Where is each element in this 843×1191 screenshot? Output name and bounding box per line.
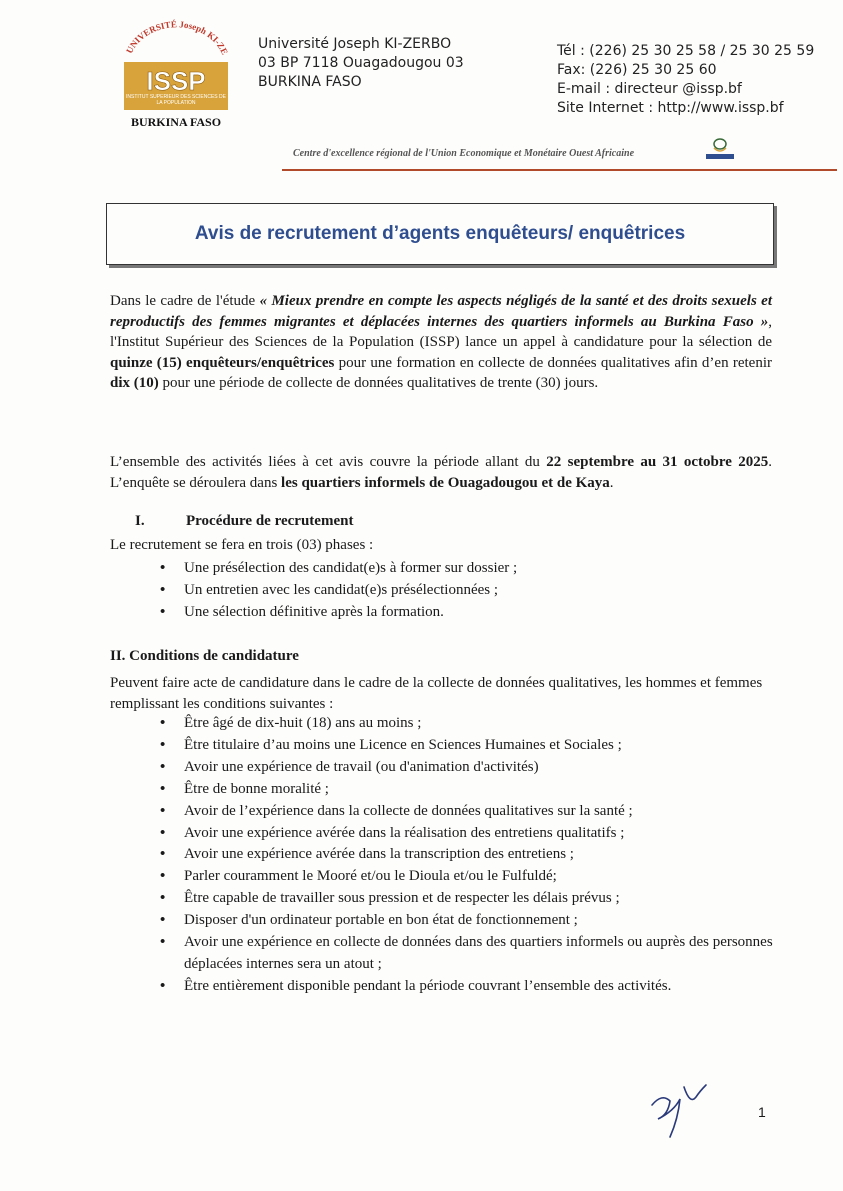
contact-phone: Tél : (226) 25 30 25 58 / 25 30 25 59: [557, 43, 815, 59]
section1-list: [160, 558, 760, 623]
section2-list: [160, 713, 780, 998]
list-item: • Être capable de travailler sous pression et de respecter les délais prévus ;: [160, 888, 780, 910]
para1-text: Dans le cadre de l'étude: [110, 293, 260, 309]
retain-count: dix (10): [110, 375, 159, 392]
list-item: • Être âgé de dix-huit (18) ans au moins ;: [160, 713, 780, 735]
page-number: 1: [758, 1104, 766, 1120]
university-country: BURKINA FASO: [258, 74, 362, 90]
header-rule: [282, 169, 837, 171]
university-postal: 03 BP 7118 Ouagadougou 03: [258, 55, 464, 71]
recruit-count: quinze (15) enquêteurs/enquêtrices: [110, 354, 335, 371]
list-item: • Être entièrement disponible pendant la période couvrant l’ensemble des activités.: [160, 976, 780, 998]
para1-text: pour une période de collecte de données qualitatives de trente (30) jours.: [158, 375, 599, 392]
list-item: • Avoir de l’expérience dans la collecte de données qualitatives sur la santé ;: [160, 801, 780, 823]
list-item: • Avoir une expérience avérée dans la transcription des entretiens ;: [160, 844, 780, 866]
intro-paragraph: [110, 291, 772, 394]
period-paragraph: [110, 452, 772, 493]
para2-text: . L’enquête se déroulera dans: [110, 454, 772, 491]
svg-text:UNIVERSITÉ Joseph KI-ZERBO: [118, 18, 230, 56]
logo-subtitle: INSTITUT SUPÉRIEUR DES SCIENCES DE LA POPULATION: [126, 94, 226, 106]
list-item: • Avoir une expérience de travail (ou d'animation d'activités): [160, 757, 780, 779]
para2-text: .: [609, 474, 614, 491]
page-title: Avis de recrutement d’agents enquêteurs/ enquêtrices: [194, 223, 686, 244]
list-item: • Avoir une expérience en collecte de données dans des quartiers informels ou auprès des personnes déplacées internes sera un atout ;: [160, 932, 780, 976]
uemoa-logo-icon: [704, 136, 736, 167]
list-item: • Disposer d'un ordinateur portable en bon état de fonctionnement ;: [160, 910, 780, 932]
signature-mark: [640, 1075, 710, 1150]
list-item: • Une sélection définitive après la formation.: [160, 602, 760, 624]
section2-intro: Peuvent faire acte de candidature dans le cadre de la collecte de données qualitatives, les hommes et femmes remplissant les conditions suivantes :: [110, 675, 763, 712]
logo-country: BURKINA FASO: [130, 115, 222, 129]
contact-website: Site Internet : http://www.issp.bf: [557, 100, 784, 116]
list-item: • Parler couramment le Mooré et/ou le Dioula et/ou le Fulfuldé;: [160, 866, 780, 888]
university-address: [258, 35, 464, 92]
list-item: • Avoir une expérience avérée dans la réalisation des entretiens qualitatifs ;: [160, 823, 780, 845]
contact-block: [557, 42, 814, 118]
survey-location: les quartiers informels de Ouagadougou et de Kaya: [281, 474, 610, 491]
section2-title: II. Conditions de candidature: [110, 648, 299, 664]
section1-intro: Le recrutement se fera en trois (03) phases :: [110, 537, 374, 553]
header-tagline: Centre d'excellence régional de l'Union Economique et Monétaire Ouest Africaine: [293, 148, 635, 159]
para2-text: L’ensemble des activités liées à cet avis couvre la période allant du: [110, 454, 547, 470]
section1-number: I.: [135, 513, 145, 529]
section1-title: Procédure de recrutement: [186, 513, 354, 529]
para1-text: , l'Institut Supérieur des Sciences de la Population (ISSP) lance un appel à candidature pour la sélection de: [110, 313, 772, 351]
title-box: [106, 203, 774, 265]
contact-fax: Fax: (226) 25 30 25 60: [557, 62, 717, 78]
contact-email: E-mail : directeur @issp.bf: [557, 81, 742, 97]
list-item: • Un entretien avec les candidat(e)s présélectionnées ;: [160, 580, 760, 602]
study-title: « Mieux prendre en compte les aspects négligés de la santé et des droits sexuels et reproductifs des femmes migrantes et déplacées internes des quartiers informels au Burkina Faso »: [110, 293, 773, 330]
list-item: • Être de bonne moralité ;: [160, 779, 780, 801]
para1-text: pour une formation en collecte de données qualitatives afin d’en retenir: [334, 354, 772, 371]
list-item: • Être titulaire d’au moins une Licence en Sciences Humaines et Sociales ;: [160, 735, 780, 757]
period-dates: 22 septembre au 31 octobre 2025: [546, 454, 769, 470]
logo-acronym: ISSP: [146, 66, 206, 96]
issp-logo: [118, 18, 234, 130]
list-item: • Une présélection des candidat(e)s à former sur dossier ;: [160, 558, 760, 580]
logo-arc-text: UNIVERSITÉ Joseph KI-ZE: [124, 19, 230, 57]
university-name: Université Joseph KI-ZERBO: [258, 36, 452, 52]
